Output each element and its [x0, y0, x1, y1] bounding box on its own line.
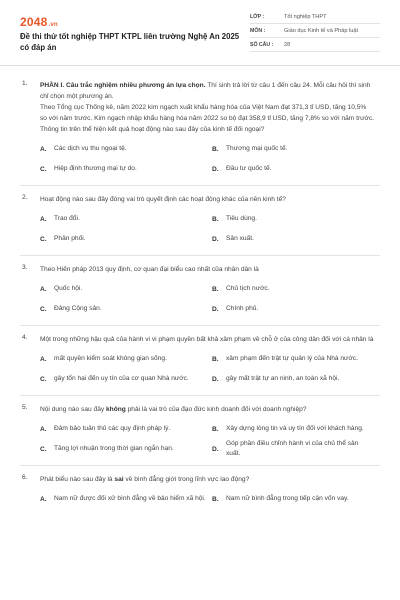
meta-row-subject	[250, 24, 380, 38]
question-3	[0, 264, 400, 319]
question-4	[0, 334, 400, 389]
divider	[20, 255, 380, 256]
answer-options	[40, 349, 374, 389]
site-logo[interactable]: 2048.vn	[20, 15, 58, 29]
option-a[interactable]: A. Các dịch vụ thu ngoại tệ.	[40, 145, 127, 153]
option-b[interactable]: B. xâm phạm đến trật tự quản lý của Nhà nước.	[212, 355, 358, 363]
option-a[interactable]: A. mất quyền kiểm soát không gian sống.	[40, 355, 167, 363]
option-d[interactable]: D. Chính phủ.	[212, 305, 259, 313]
option-c[interactable]: C. Phân phối.	[40, 235, 86, 243]
question-number: 1.	[22, 80, 28, 87]
question-list	[0, 72, 400, 509]
question-1	[0, 80, 400, 179]
meta-key: LỚP :	[250, 13, 265, 20]
option-d[interactable]: D. Đầu tư quốc tế.	[212, 165, 272, 173]
meta-row-class	[250, 10, 380, 24]
option-b[interactable]: B. Nam nữ bình đẳng trong tiếp cận vốn vay.	[212, 495, 349, 503]
question-number: 2.	[22, 194, 28, 201]
option-b[interactable]: B. Chủ tịch nước.	[212, 285, 270, 293]
document-title: Đề thi thử tốt nghiệp THPT KTPL liên trường Nghệ An 2025 có đáp án	[20, 32, 240, 52]
divider	[20, 325, 380, 326]
question-text: Theo Hiến pháp 2013 quy định, cơ quan đại biểu cao nhất của nhân dân là	[40, 266, 259, 273]
option-c[interactable]: C. Hiệp định thương mại tự do.	[40, 165, 137, 173]
question-text: Phát biểu nào sau đây là sai về bình đẳng giới trong lĩnh vực lao động?	[40, 476, 250, 483]
exam-meta	[250, 10, 380, 52]
option-c[interactable]: C. gây tổn hại đến uy tín của cơ quan Nhà nước.	[40, 375, 189, 383]
divider	[20, 465, 380, 466]
question-number: 6.	[22, 474, 28, 481]
question-text: Hoạt động nào sau đây đóng vai trò quyết định các hoạt động khác của nền kinh tế?	[40, 196, 286, 203]
question-number: 4.	[22, 334, 28, 341]
question-number: 3.	[22, 264, 28, 271]
question-2	[0, 194, 400, 249]
answer-options	[40, 139, 374, 179]
meta-value: 28	[284, 41, 291, 48]
option-a[interactable]: A. Quốc hội.	[40, 285, 83, 293]
answer-options	[40, 279, 374, 319]
option-d[interactable]: D. Sản xuất.	[212, 235, 254, 243]
question-6	[0, 474, 400, 509]
option-a[interactable]: A. Nam nữ được đối xử bình đẳng về bảo hiểm xã hội.	[40, 495, 206, 503]
question-number: 5.	[22, 404, 28, 411]
document-header	[0, 0, 400, 66]
option-b[interactable]: B. Xây dựng lòng tin và uy tín đối với khách hàng.	[212, 425, 364, 433]
question-text: Một trong những hậu quả của hành vi vi phạm quyền bất khả xâm phạm về chỗ ở của công dân đối với cá nhân là	[40, 336, 374, 343]
meta-value: Giáo dục Kinh tế và Pháp luật	[284, 27, 359, 34]
question-5	[0, 404, 400, 459]
option-c[interactable]: C. Đảng Cộng sản.	[40, 305, 102, 313]
option-b[interactable]: B. Thương mại quốc tế.	[212, 145, 288, 153]
answer-options	[40, 209, 374, 249]
option-d[interactable]: D. Góp phần điều chỉnh hành vi của chủ thể sản xuất.	[212, 440, 359, 457]
answer-options	[40, 419, 374, 459]
option-b[interactable]: B. Tiêu dùng.	[212, 215, 257, 223]
meta-key: MÔN :	[250, 27, 266, 34]
option-a[interactable]: A. Trao đổi.	[40, 215, 80, 223]
answer-options	[40, 489, 374, 509]
divider	[20, 185, 380, 186]
option-c[interactable]: C. Tăng lợi nhuận trong thời gian ngắn hạn.	[40, 445, 174, 453]
question-text: Nội dung nào sau đây không phải là vai trò của đạo đức kinh doanh đối với doanh nghiệp?	[40, 406, 307, 413]
meta-row-count	[250, 38, 380, 52]
option-d[interactable]: D. gây mất trật tự an ninh, an toàn xã hội.	[212, 375, 340, 383]
meta-key: SỐ CÂU :	[250, 41, 274, 48]
question-text: PHẦN I. Câu trắc nghiệm nhiều phương án lựa chọn. Thí sinh trả lời từ câu 1 đến câu 24. Mỗi câu hỏi thí sinh chỉ chọn một phương án. Theo Tổng cục Thống kê, năm 2022 kim ngạch xuất khẩu hàng hóa của Việt Nam đạt 371,3 tỉ USD, tăng 10,5% so với năm trước. Kim ngạch nhập khẩu hàng hóa năm 2022 so bộ đạt 358,9 tỉ USD, tăng 7,8% so với năm trước. Thông tin trên thể hiện kết quả hoạt động nào sau đây của kinh tế đối ngoại?	[40, 82, 375, 133]
divider	[20, 395, 380, 396]
option-a[interactable]: A. Đảm bảo tuân thủ các quy định pháp lý.	[40, 425, 171, 433]
meta-value: Tốt nghiệp THPT	[284, 13, 327, 20]
